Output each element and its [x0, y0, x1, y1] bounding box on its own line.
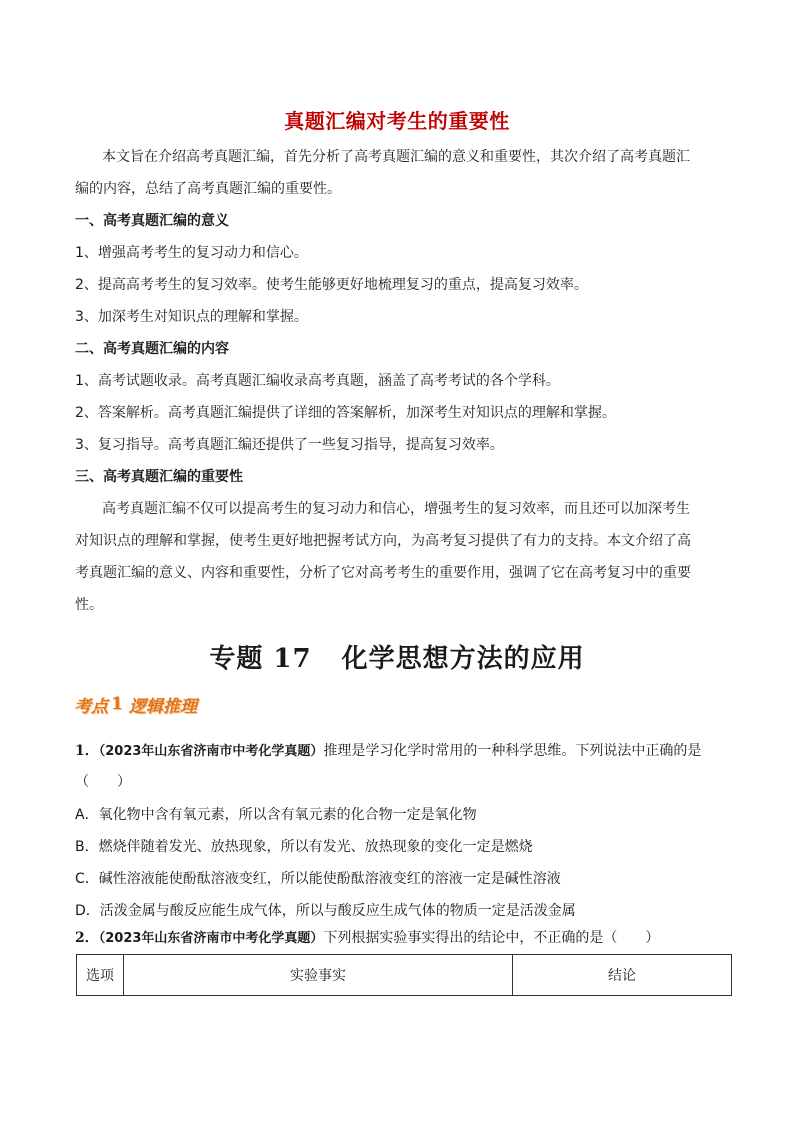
topic-title — [0, 638, 794, 675]
question-2-stem — [75, 928, 659, 949]
answer-blank: （ ） — [75, 774, 131, 790]
kaodian-label: 考点 — [74, 696, 108, 717]
topic-prefix: 专题 17 — [209, 644, 312, 674]
conclusion-line: 性。 — [75, 597, 103, 613]
question-text: 下列根据实验事实得出的结论中，不正确的是（ ） — [323, 930, 660, 946]
list-item: 3、加深考生对知识点的理解和掌握。 — [75, 309, 308, 325]
section-heading: 一、高考真题汇编的意义 — [75, 213, 229, 229]
option-c: C．碱性溶液能使酚酞溶液变红，所以能使酚酞溶液变红的溶液一定是碱性溶液 — [75, 871, 561, 887]
question-number: 1． — [75, 743, 99, 759]
conclusion-line: 对知识点的理解和掌握，使考生更好地把握考试方向，为高考复习提供了有力的支持。本文介绍了高 — [75, 533, 691, 549]
kaodian-badge — [74, 691, 197, 717]
question-1-stem — [75, 741, 701, 762]
question-source: （2023年山东省济南市中考化学真题） — [98, 931, 324, 946]
section-heading: 二、高考真题汇编的内容 — [75, 341, 229, 357]
experiment-table — [76, 954, 732, 996]
option-d: D．活泼金属与酸反应能生成气体，所以与酸反应生成气体的物质一定是活泼金属 — [75, 903, 576, 919]
section-heading: 三、高考真题汇编的重要性 — [75, 469, 243, 485]
list-item: 1、高考试题收录。高考真题汇编收录高考真题，涵盖了高考考试的各个学科。 — [75, 373, 560, 389]
summary-line: 本文旨在介绍高考真题汇编，首先分析了高考真题汇编的意义和重要性，其次介绍了高考真题汇 — [102, 149, 690, 165]
question-number: 2． — [75, 930, 99, 946]
topic-name: 化学思想方法的应用 — [341, 644, 585, 674]
option-b: B．燃烧伴随着发光、放热现象，所以有发光、放热现象的变化一定是燃烧 — [75, 839, 533, 855]
list-item: 2、答案解析。高考真题汇编提供了详细的答案解析，加深考生对知识点的理解和掌握。 — [75, 405, 616, 421]
summary-line: 编的内容，总结了高考真题汇编的重要性。 — [75, 181, 341, 197]
conclusion-line: 高考真题汇编不仅可以提高考生的复习动力和信心，增强考生的复习效率，而且还可以加深考生 — [102, 501, 690, 517]
question-source: （2023年山东省济南市中考化学真题） — [98, 744, 324, 759]
table-header-fact: 实验事实 — [124, 955, 513, 996]
table-header-conclusion: 结论 — [513, 955, 732, 996]
list-item: 1、增强高考考生的复习动力和信心。 — [75, 245, 308, 261]
kaodian-number: 1 — [111, 694, 123, 714]
question-text: 推理是学习化学时常用的一种科学思维。下列说法中正确的是 — [323, 743, 702, 759]
conclusion-line: 考真题汇编的意义、内容和重要性，分析了它对高考考生的重要作用，强调了它在高考复习中的重要 — [75, 565, 691, 581]
option-a: A．氧化物中含有氧元素，所以含有氧元素的化合物一定是氧化物 — [75, 807, 477, 823]
kaodian-name: 逻辑推理 — [128, 696, 197, 717]
intro-title: 真题汇编对考生的重要性 — [284, 109, 510, 133]
list-item: 3、复习指导。高考真题汇编还提供了一些复习指导，提高复习效率。 — [75, 437, 504, 453]
list-item: 2、提高高考考生的复习效率。使考生能够更好地梳理复习的重点，提高复习效率。 — [75, 277, 588, 293]
table-header-row — [77, 955, 732, 996]
table-header-option: 选项 — [77, 955, 124, 996]
